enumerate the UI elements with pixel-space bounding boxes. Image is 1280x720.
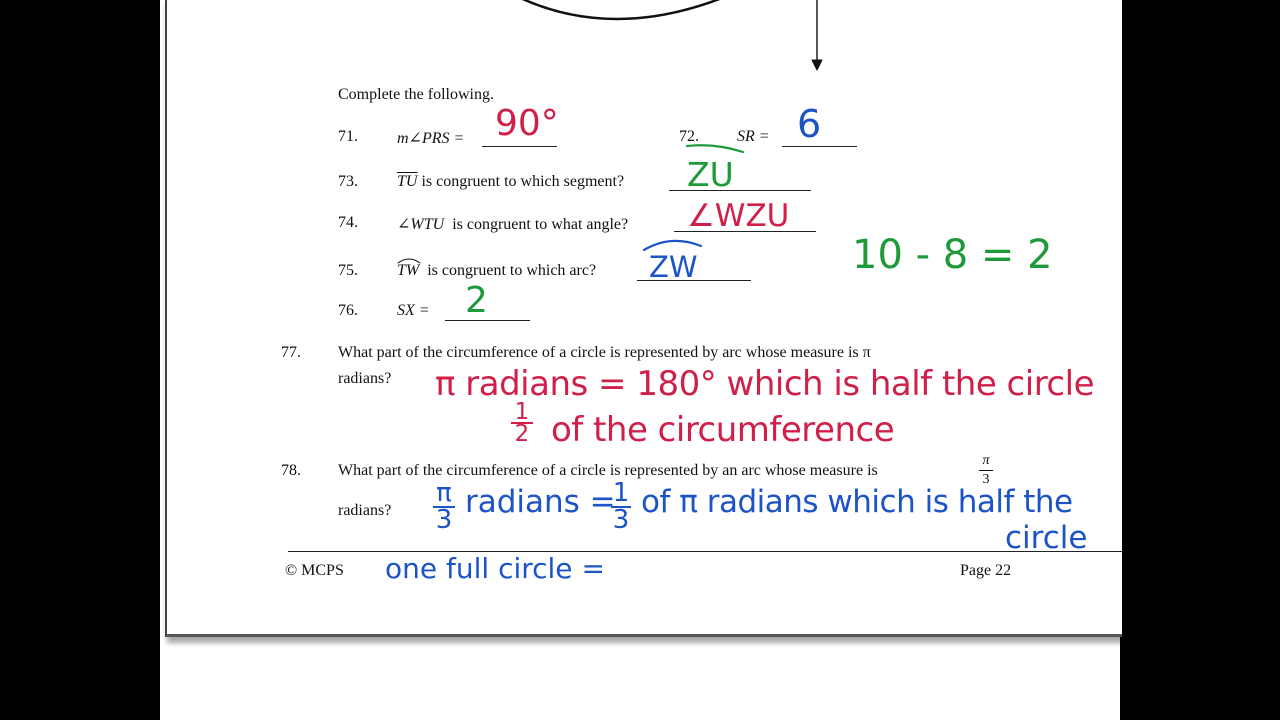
q76-expression: SX = (397, 302, 430, 319)
q75-arc-label: TW (397, 262, 420, 279)
document-viewer[interactable] (160, 0, 1120, 720)
q78-answer-mid: radians = (465, 484, 616, 520)
q77-number: 77. (281, 344, 301, 361)
q71-number: 71. (338, 128, 358, 145)
q78-answer-one: 1 (612, 478, 630, 508)
q77-text2: radians? (338, 370, 392, 387)
q78-fraction-pi: π (982, 453, 990, 468)
q76-number: 76. (338, 302, 358, 319)
q74-text-wrap (397, 214, 628, 234)
q73-segment: $\overline{TU}$ (397, 173, 418, 190)
q75-arc (397, 262, 419, 279)
q78-answer-rest: of π radians which is half the (641, 484, 1073, 520)
q78-text: What part of the circumference of a circle is represented by an arc whose measure is (338, 462, 878, 479)
q75-text: is congruent to which arc? (427, 262, 597, 279)
q72-answer: 6 (797, 102, 822, 146)
q71-answer: 90° (495, 103, 559, 144)
q75-text-wrap (397, 262, 596, 280)
circle-diagram (167, 0, 1122, 80)
q74-number: 74. (338, 214, 358, 231)
q78-answer-frac-left (433, 478, 455, 535)
q75-answer: ZW (649, 250, 698, 284)
q71-blank[interactable] (482, 146, 557, 147)
q77-answer-line2: of the circumference (551, 410, 895, 450)
q72-expression: SR = (737, 128, 770, 145)
q77-answer-fraction (511, 399, 533, 447)
q78-answer-den: 3 (435, 505, 453, 535)
arc-mark-icon (397, 256, 421, 264)
q75-number: 75. (338, 262, 358, 279)
green-underline-mark (685, 142, 755, 156)
q76-answer: 2 (465, 280, 488, 321)
q78-answer-pi: π (436, 478, 452, 508)
q73-answer: ZU (687, 155, 734, 194)
footer-copyright: © MCPS (285, 562, 344, 579)
q77-answer-line1: π radians = 180° which is half the circle (435, 364, 1094, 404)
q73-text: is congruent to which segment? (421, 173, 625, 190)
instruction: Complete the following. (338, 86, 494, 103)
footer-page-number: Page 22 (960, 562, 1012, 579)
q77-fraction-denominator: 2 (514, 421, 530, 447)
q78-fraction-den: 3 (982, 472, 990, 487)
q77-text: What part of the circumference of a circle is represented by arc whose measure is π (338, 344, 871, 361)
side-work: 10 - 8 = 2 (852, 232, 1053, 278)
q78-answer-three: 3 (612, 505, 630, 535)
worksheet-page (165, 0, 1122, 637)
q78-answer-frac-right (611, 478, 631, 535)
q74-angle: ∠WTU (397, 216, 445, 233)
q72-blank[interactable] (782, 146, 857, 147)
q75-answer-arc-mark (641, 236, 705, 254)
q74-answer: ∠WZU (687, 198, 790, 234)
q73-number: 73. (338, 173, 358, 190)
q78-answer-line2: circle (1005, 520, 1088, 556)
q74-text: is congruent to what angle? (452, 216, 629, 233)
footer-note: one full circle = (385, 552, 605, 585)
q77-fraction-numerator: 1 (514, 399, 530, 425)
q78-number: 78. (281, 462, 301, 479)
q71-expression: m∠PRS = (397, 130, 465, 147)
q73-text-wrap (397, 173, 624, 191)
q78-text2: radians? (338, 502, 392, 519)
q72-number: 72. (679, 128, 699, 145)
